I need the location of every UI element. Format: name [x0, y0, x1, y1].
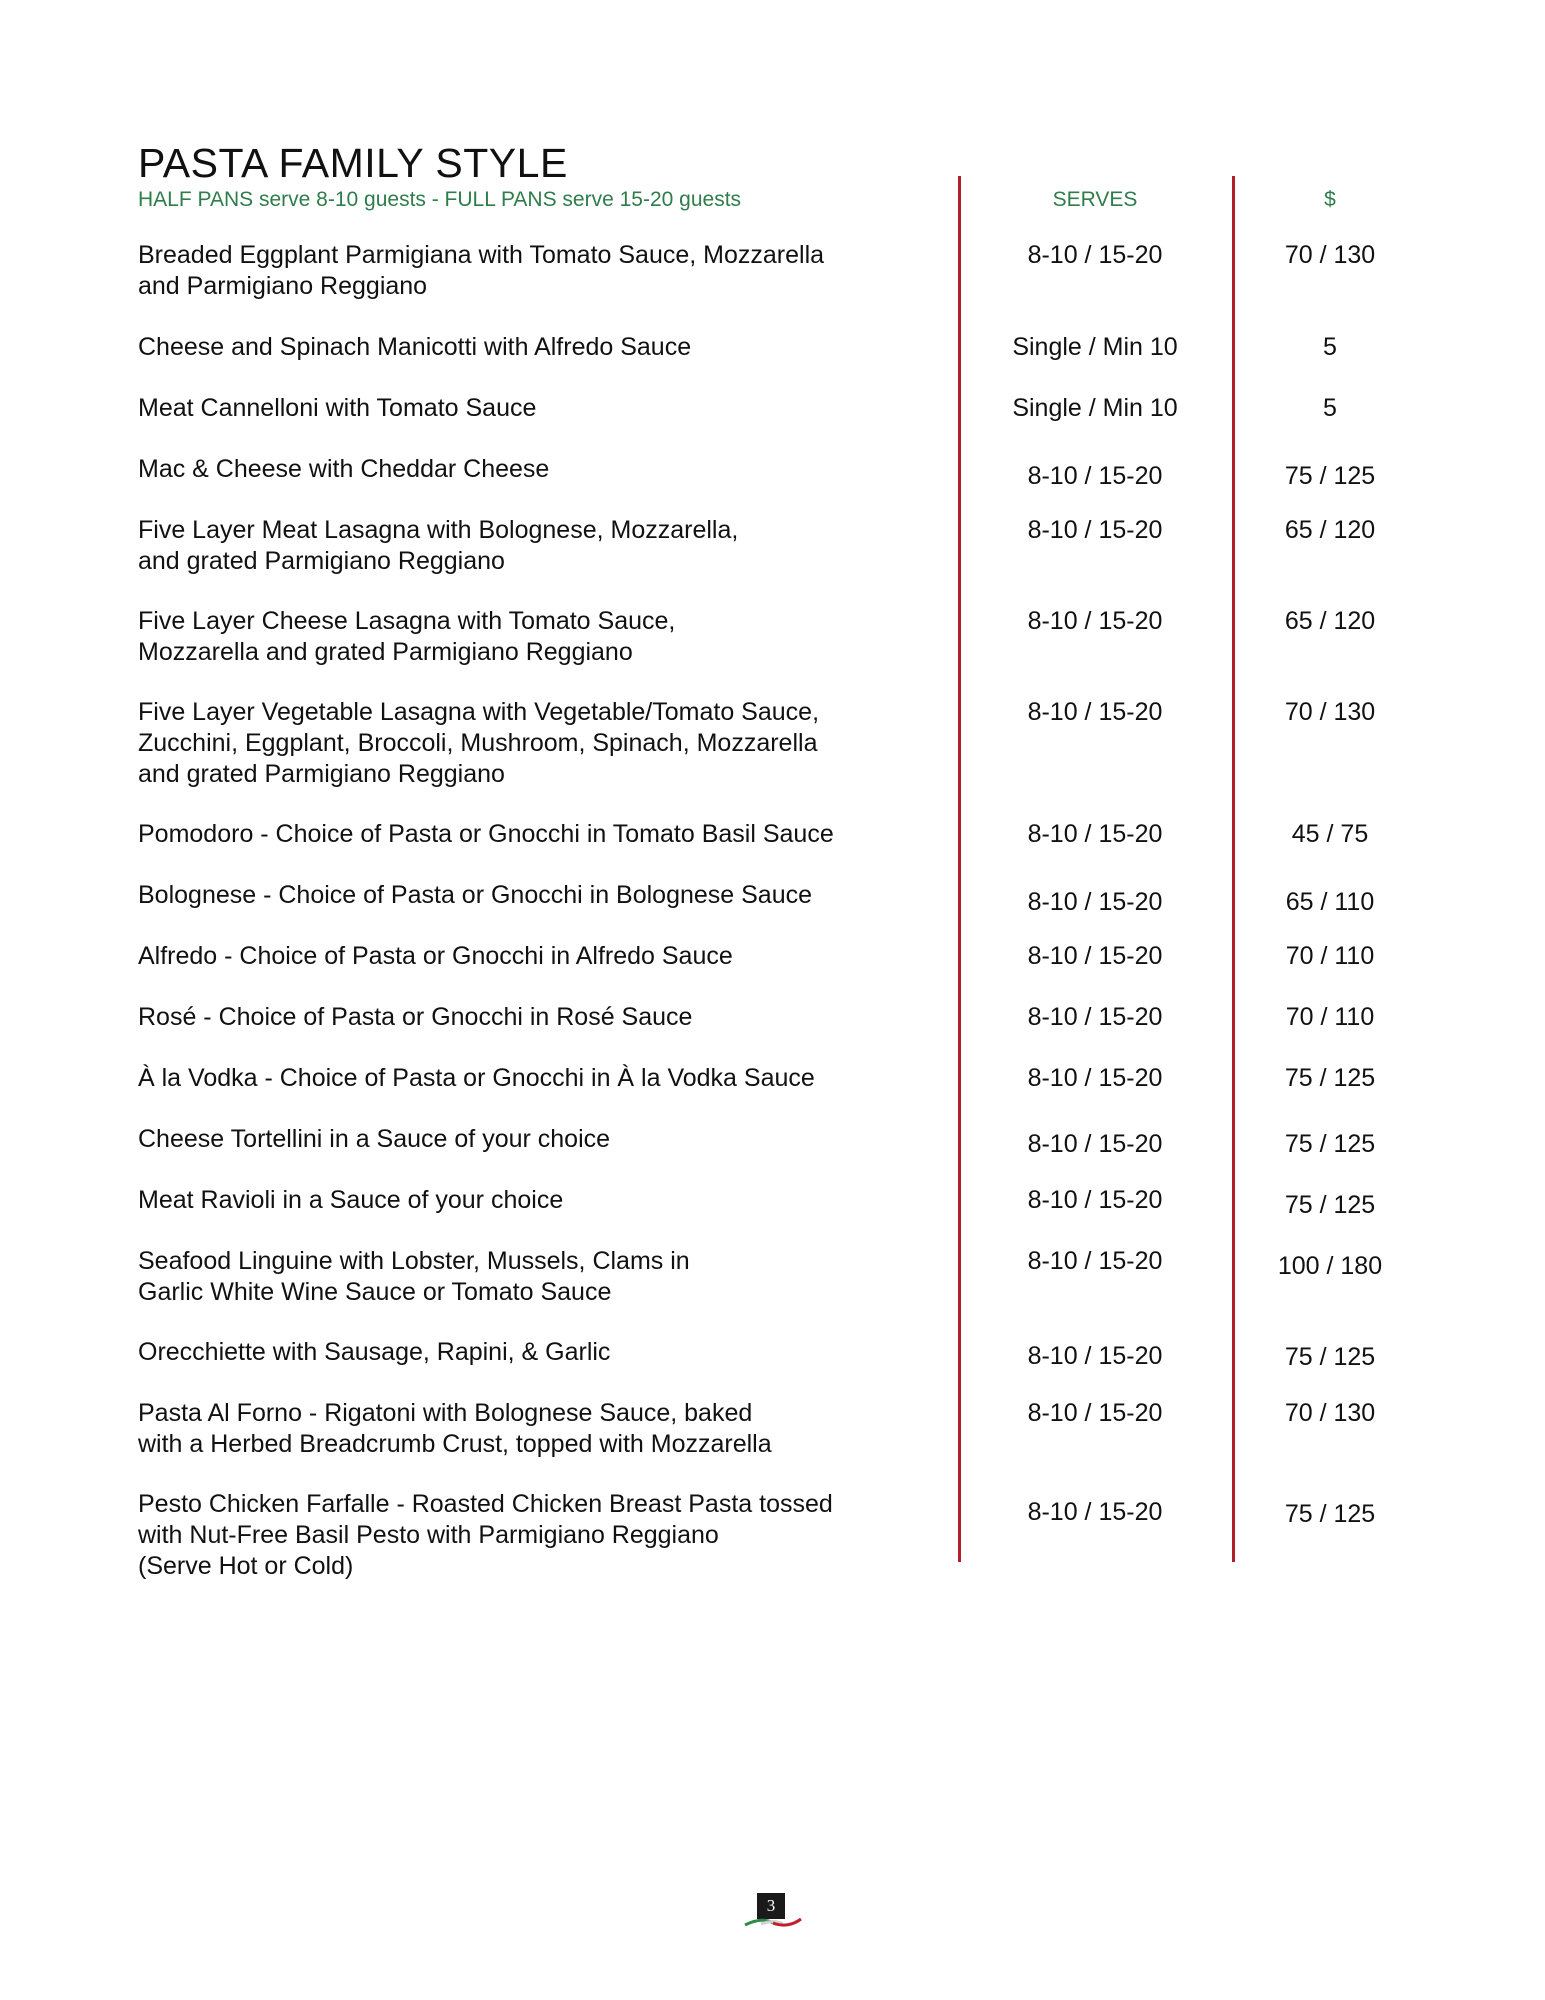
menu-item-description: Orecchiette with Sausage, Rapini, & Garlic	[138, 1338, 611, 1366]
menu-item-serves: 8-10 / 15-20	[1027, 1130, 1163, 1158]
menu-item-serves: 8-10 / 15-20	[1027, 698, 1163, 726]
menu-item-description: Pesto Chicken Farfalle - Roasted Chicken Breast Pasta tossed with Nut-Free Basil Pesto with Parmigiano Reggiano (Serve Hot or Cold)	[138, 1490, 833, 1580]
menu-item-serves: 8-10 / 15-20	[1027, 1247, 1163, 1275]
menu-item-serves: 8-10 / 15-20	[1027, 1186, 1163, 1214]
menu-item-price: 70 / 110	[1285, 942, 1375, 970]
menu-item-description: Five Layer Meat Lasagna with Bolognese, Mozzarella, and grated Parmigiano Reggiano	[138, 516, 739, 575]
menu-item-serves: 8-10 / 15-20	[1027, 1342, 1163, 1370]
menu-item-price: 75 / 125	[1284, 1191, 1376, 1219]
menu-item-description: À la Vodka - Choice of Pasta or Gnocchi in À la Vodka Sauce	[138, 1064, 815, 1092]
menu-item-price: 70 / 110	[1285, 1003, 1375, 1031]
menu-item-description: Five Layer Vegetable Lasagna with Vegetable/Tomato Sauce, Zucchini, Eggplant, Broccoli, Mushroom, Spinach, Mozzarella and grated Parmigiano Reggiano	[138, 698, 820, 788]
menu-item-description: Seafood Linguine with Lobster, Mussels, Clams in Garlic White Wine Sauce or Tomato Sauce	[138, 1247, 690, 1306]
menu-item-serves: 8-10 / 15-20	[1027, 888, 1163, 916]
menu-item-serves: 8-10 / 15-20	[1027, 942, 1163, 970]
price-column-header: $	[1324, 188, 1336, 211]
menu-item-serves: 8-10 / 15-20	[1027, 516, 1163, 544]
menu-item-price: 75 / 125	[1284, 1130, 1376, 1158]
menu-item-serves: 8-10 / 15-20	[1027, 241, 1163, 269]
menu-item-description: Breaded Eggplant Parmigiana with Tomato Sauce, Mozzarella and Parmigiano Reggiano	[138, 241, 825, 300]
menu-item-serves: Single / Min 10	[1012, 394, 1178, 422]
page-number: 3	[757, 1893, 785, 1919]
menu-item-price: 70 / 130	[1284, 698, 1376, 726]
menu-item-serves: 8-10 / 15-20	[1027, 607, 1163, 635]
menu-item-serves: 8-10 / 15-20	[1027, 1498, 1163, 1526]
menu-item-price: 70 / 130	[1284, 1399, 1376, 1427]
menu-item-price: 75 / 125	[1284, 1500, 1376, 1528]
menu-item-description: Alfredo - Choice of Pasta or Gnocchi in Alfredo Sauce	[138, 942, 733, 970]
menu-item-description: Meat Ravioli in a Sauce of your choice	[138, 1186, 564, 1214]
page-number-badge	[743, 1893, 803, 1933]
menu-item-price: 45 / 75	[1291, 820, 1369, 848]
menu-item-price: 75 / 125	[1284, 462, 1376, 490]
menu-item-serves: 8-10 / 15-20	[1027, 462, 1163, 490]
menu-item-serves: 8-10 / 15-20	[1027, 1399, 1163, 1427]
menu-item-description: Pasta Al Forno - Rigatoni with Bolognese Sauce, baked with a Herbed Breadcrumb Crust, topped with Mozzarella	[138, 1399, 772, 1458]
menu-item-serves: 8-10 / 15-20	[1027, 1064, 1163, 1092]
menu-item-description: Meat Cannelloni with Tomato Sauce	[138, 394, 537, 422]
menu-item-price: 5	[1323, 394, 1337, 422]
menu-item-description: Cheese and Spinach Manicotti with Alfredo Sauce	[138, 333, 692, 361]
italian-flag-swoosh-icon	[743, 1913, 803, 1931]
page-title: PASTA FAMILY STYLE	[138, 140, 568, 186]
menu-item-description: Mac & Cheese with Cheddar Cheese	[138, 455, 550, 483]
menu-item-serves: 8-10 / 15-20	[1027, 1003, 1163, 1031]
menu-item-serves: 8-10 / 15-20	[1027, 820, 1163, 848]
menu-item-description: Rosé - Choice of Pasta or Gnocchi in Rosé Sauce	[138, 1003, 693, 1031]
menu-item-price: 65 / 120	[1284, 607, 1376, 635]
menu-item-description: Five Layer Cheese Lasagna with Tomato Sauce, Mozzarella and grated Parmigiano Reggiano	[138, 607, 676, 666]
menu-item-price: 100 / 180	[1277, 1252, 1383, 1280]
menu-item-price: 5	[1323, 333, 1337, 361]
menu-item-description: Cheese Tortellini in a Sauce of your choice	[138, 1125, 611, 1153]
menu-item-serves: Single / Min 10	[1012, 333, 1178, 361]
serves-column-header: SERVES	[1052, 188, 1138, 211]
menu-item-price: 75 / 125	[1284, 1064, 1376, 1092]
menu-item-price: 70 / 130	[1284, 241, 1376, 269]
menu-item-price: 75 / 125	[1284, 1343, 1376, 1371]
menu-item-description: Pomodoro - Choice of Pasta or Gnocchi in Tomato Basil Sauce	[138, 820, 834, 848]
menu-item-description: Bolognese - Choice of Pasta or Gnocchi in Bolognese Sauce	[138, 881, 813, 909]
pan-size-note: HALF PANS serve 8-10 guests - FULL PANS serve 15-20 guests	[138, 188, 742, 211]
menu-item-price: 65 / 110	[1285, 888, 1375, 916]
menu-item-price: 65 / 120	[1284, 516, 1376, 544]
